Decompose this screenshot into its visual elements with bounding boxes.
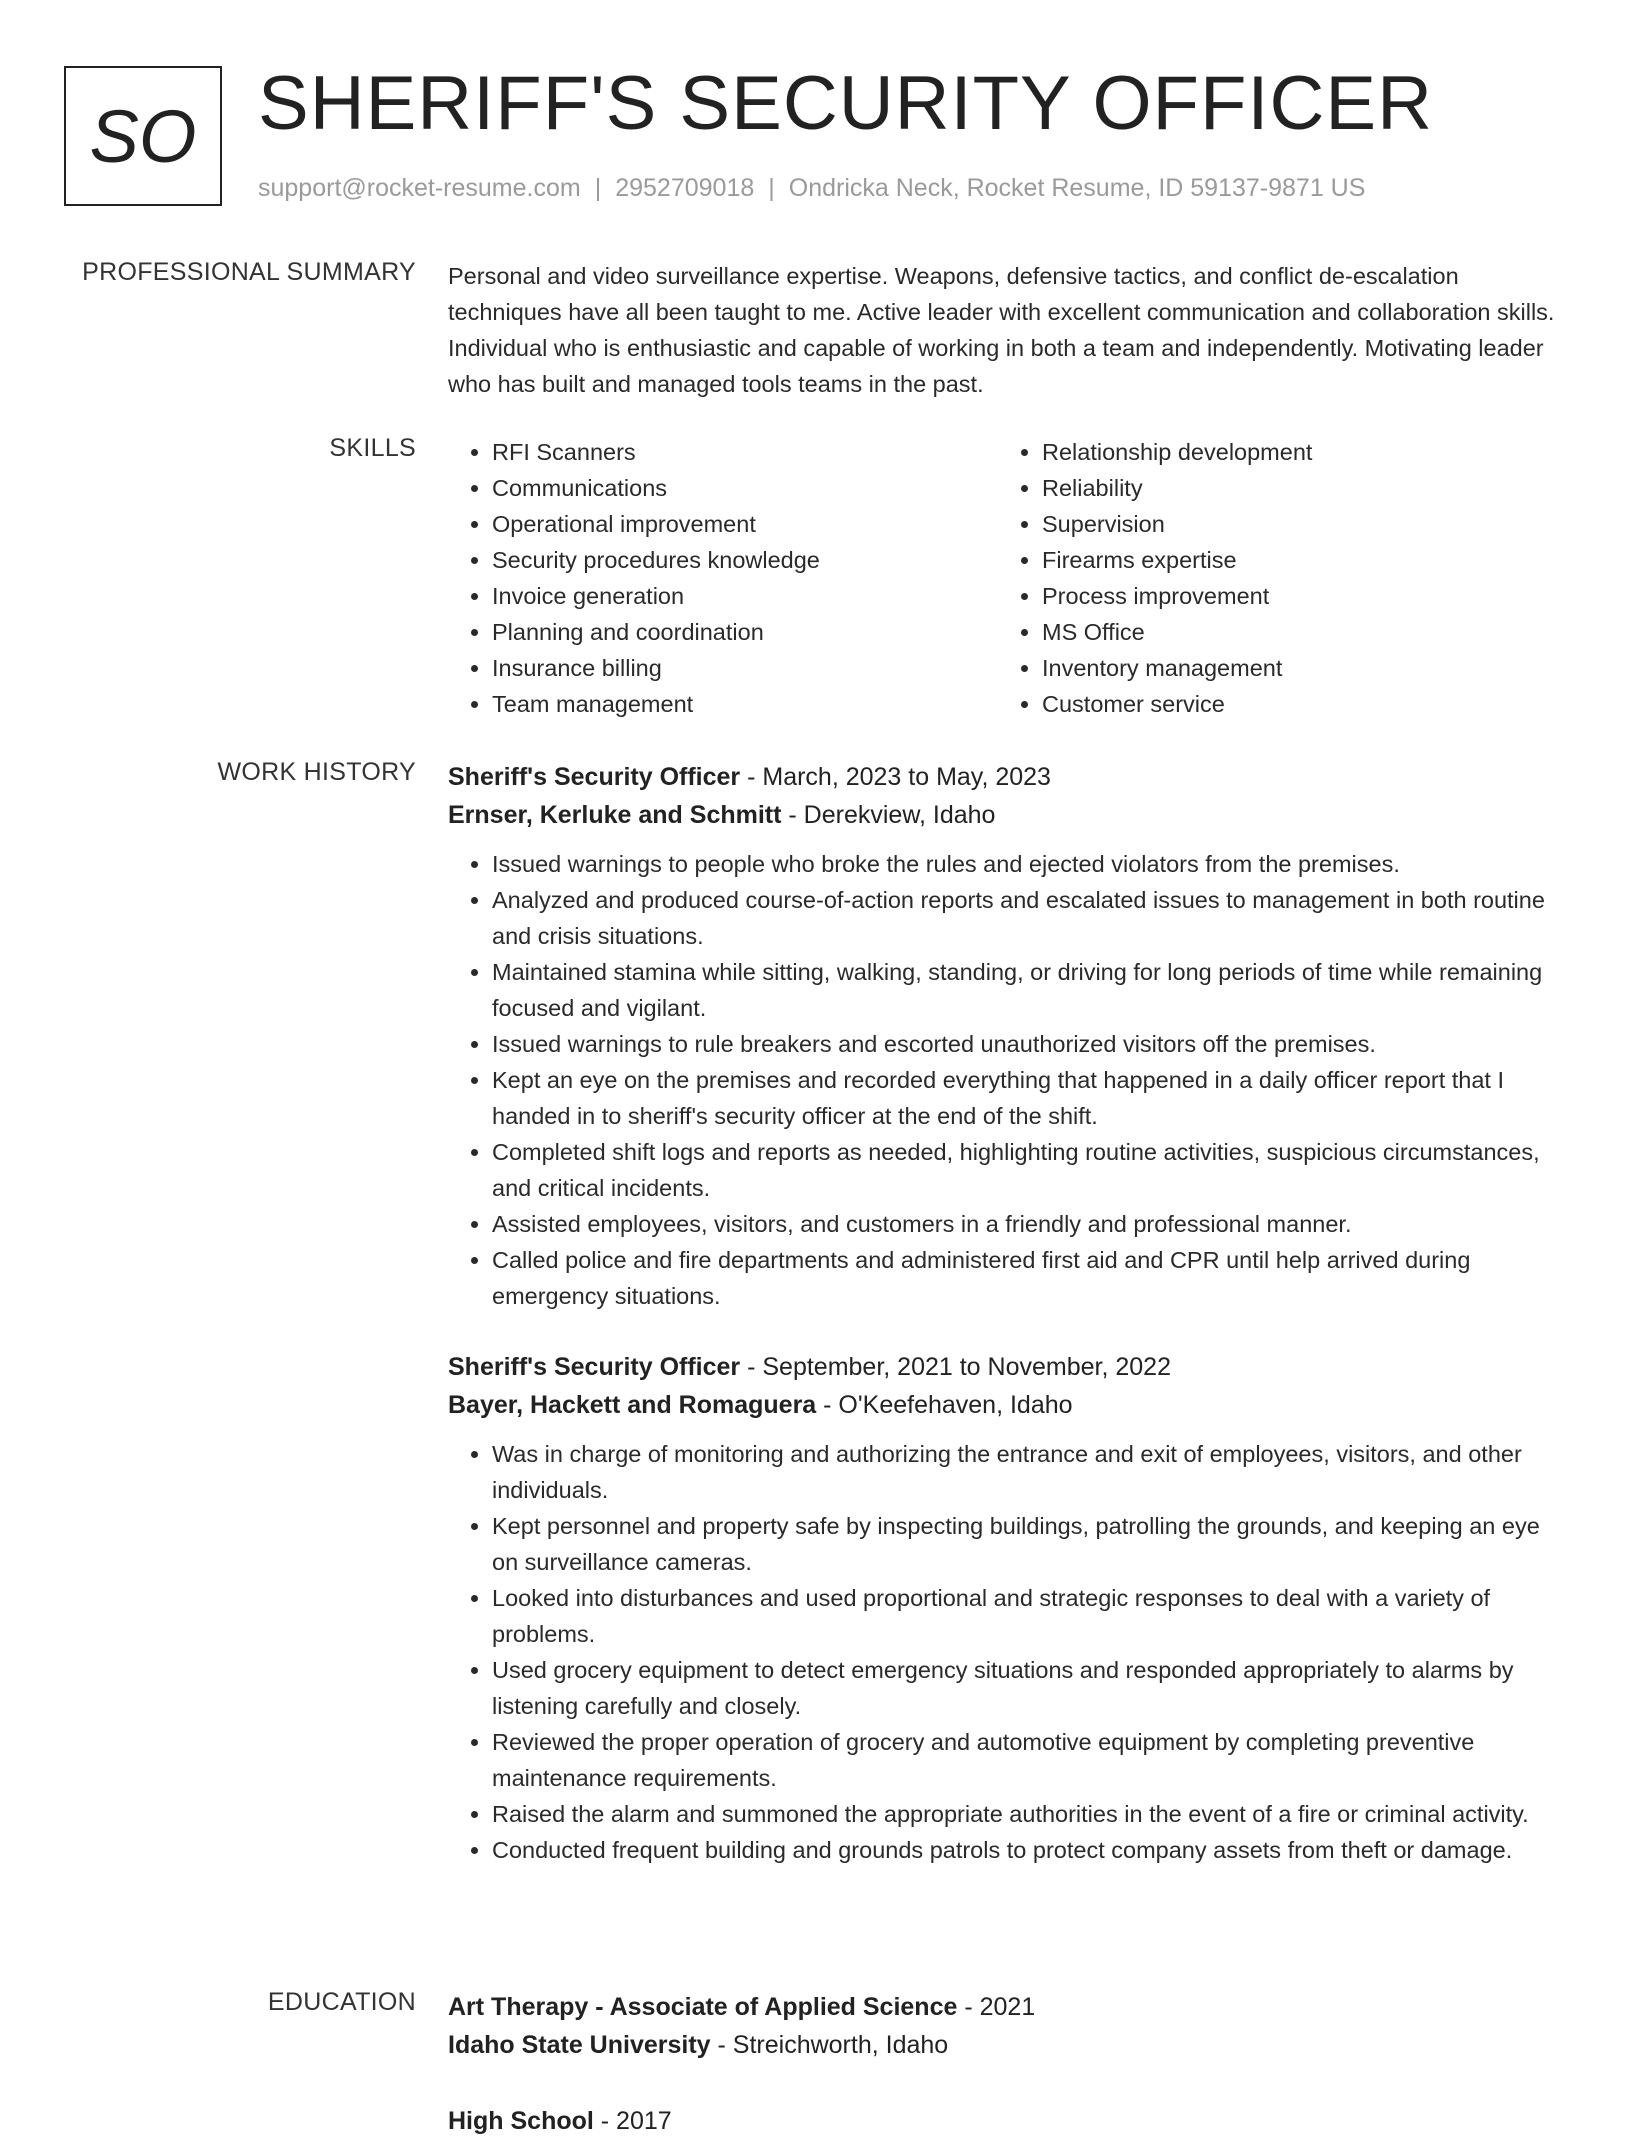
- contact-phone[interactable]: 2952709018: [615, 174, 755, 202]
- job-company-line: [448, 796, 1564, 834]
- contact-address: Ondricka Neck, Rocket Resume, ID 59137-9871 US: [788, 174, 1366, 202]
- skill-item: • MS Office: [1042, 614, 1548, 650]
- job-bullets: [448, 1436, 1564, 1868]
- skill-item: • Reliability: [1042, 470, 1548, 506]
- education-school: Idaho State University: [448, 2031, 711, 2059]
- job-entry: [448, 758, 1564, 1314]
- job-bullet: • Issued warnings to people who broke the rules and ejected violators from the premises.: [492, 846, 1564, 882]
- job-bullet: • Called police and fire departments and administered first aid and CPR until help arrived during emergency situations.: [492, 1242, 1564, 1314]
- monogram-badge: SO: [64, 66, 222, 206]
- summary-text: Personal and video surveillance expertise. Weapons, defensive tactics, and conflict de-escalation techniques have all been taught to me. Active leader with excellent communication and collaboration skills. Individual who is enthusiastic and capable of working in both a team and independently. Motivating leader who has built and managed tools teams in the past.: [448, 263, 1555, 397]
- skill-item: • Process improvement: [1042, 578, 1548, 614]
- contact-line: [258, 174, 1365, 203]
- job-company-line: [448, 1386, 1564, 1424]
- work-history-body: [448, 758, 1564, 1868]
- resume-header: [64, 61, 1568, 216]
- section-title: PROFESSIONAL SUMMARY: [82, 258, 416, 286]
- job-bullet: • Maintained stamina while sitting, walking, standing, or driving for long periods of time while remaining focused and vigilant.: [492, 954, 1564, 1026]
- job-dates: - September, 2021 to November, 2022: [740, 1353, 1171, 1381]
- section-title: SKILLS: [329, 434, 416, 462]
- skill-item: • Customer service: [1042, 686, 1548, 722]
- education-degree: High School: [448, 2107, 594, 2135]
- skill-item: • Operational improvement: [492, 506, 998, 542]
- education-degree-line: [448, 1988, 1564, 2026]
- skill-item: • Team management: [492, 686, 998, 722]
- skill-item: • Supervision: [1042, 506, 1548, 542]
- contact-separator: |: [768, 174, 775, 202]
- skill-item: • Relationship development: [1042, 434, 1548, 470]
- job-role-line: [448, 758, 1564, 796]
- education-school-line: [448, 2026, 1564, 2064]
- job-bullets: [448, 846, 1564, 1314]
- education-year: - 2017: [593, 2107, 672, 2135]
- job-entry: [448, 1348, 1564, 1868]
- job-bullet: • Assisted employees, visitors, and customers in a friendly and professional manner.: [492, 1206, 1564, 1242]
- job-location: - Derekview, Idaho: [781, 801, 996, 829]
- job-location: - O'Keefehaven, Idaho: [816, 1391, 1073, 1419]
- job-bullet: • Analyzed and produced course-of-action reports and escalated issues to management in both routine and crisis situations.: [492, 882, 1564, 954]
- skill-item: • Communications: [492, 470, 998, 506]
- job-bullet: • Kept an eye on the premises and recorded everything that happened in a daily officer report that I handed in to sheriff's security officer at the end of the shift.: [492, 1062, 1564, 1134]
- skills-list-right: [998, 434, 1548, 722]
- job-bullet: • Reviewed the proper operation of grocery and automotive equipment by completing preventive maintenance requirements.: [492, 1724, 1564, 1796]
- job-company: Ernser, Kerluke and Schmitt: [448, 801, 782, 829]
- skill-item: • Invoice generation: [492, 578, 998, 614]
- education-degree: Art Therapy - Associate of Applied Science: [448, 1993, 958, 2021]
- education-degree-line: [448, 2102, 1564, 2140]
- job-bullet: • Raised the alarm and summoned the appropriate authorities in the event of a fire or criminal activity.: [492, 1796, 1564, 1832]
- job-role-line: [448, 1348, 1564, 1386]
- skill-item: • Planning and coordination: [492, 614, 998, 650]
- job-bullet: • Conducted frequent building and grounds patrols to protect company assets from theft or damage.: [492, 1832, 1564, 1868]
- skill-item: • Insurance billing: [492, 650, 998, 686]
- job-dates: - March, 2023 to May, 2023: [740, 763, 1051, 791]
- job-bullet: • Issued warnings to rule breakers and escorted unauthorized visitors off the premises.: [492, 1026, 1564, 1062]
- job-bullet: • Kept personnel and property safe by inspecting buildings, patrolling the grounds, and keeping an eye on surveillance cameras.: [492, 1508, 1564, 1580]
- contact-separator: |: [594, 174, 602, 202]
- education-body: [448, 1988, 1564, 2140]
- skill-item: • Security procedures knowledge: [492, 542, 998, 578]
- skills-columns: [448, 434, 1564, 722]
- skill-item: • RFI Scanners: [492, 434, 998, 470]
- job-bullet: • Used grocery equipment to detect emergency situations and responded appropriately to alarms by listening carefully and closely.: [492, 1652, 1564, 1724]
- skill-item: • Firearms expertise: [1042, 542, 1548, 578]
- job-role: Sheriff's Security Officer: [448, 763, 741, 791]
- skill-item: • Inventory management: [1042, 650, 1548, 686]
- job-bullet: • Looked into disturbances and used proportional and strategic responses to deal with a variety of problems.: [492, 1580, 1564, 1652]
- skills-list-left: [448, 434, 998, 722]
- job-bullet: • Was in charge of monitoring and authorizing the entrance and exit of employees, visitors, and other individuals.: [492, 1436, 1564, 1508]
- education-location: - Streichworth, Idaho: [710, 2031, 949, 2059]
- job-bullet: • Completed shift logs and reports as needed, highlighting routine activities, suspicious circumstances, and critical incidents.: [492, 1134, 1564, 1206]
- section-title: EDUCATION: [267, 1988, 416, 2016]
- job-company: Bayer, Hackett and Romaguera: [448, 1391, 817, 1419]
- section-title: WORK HISTORY: [217, 758, 416, 786]
- education-year: - 2021: [957, 1993, 1036, 2021]
- contact-email[interactable]: support@rocket-resume.com: [258, 174, 581, 202]
- resume-title: SHERIFF'S SECURITY OFFICER: [258, 61, 1433, 146]
- job-role: Sheriff's Security Officer: [448, 1353, 741, 1381]
